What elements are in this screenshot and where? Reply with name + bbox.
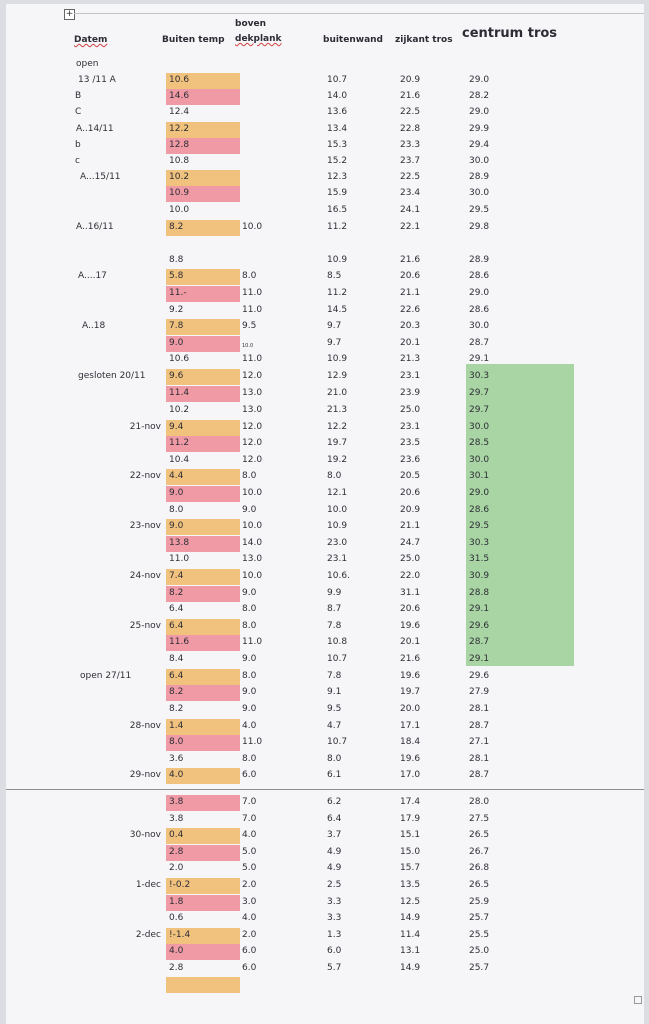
cell-zijkant-tros: 20.1 (400, 338, 421, 348)
cell-buitenwand: 10.7 (327, 737, 348, 747)
cell-centrum-tros: 30.9 (469, 571, 490, 581)
cell-boven-dekplank: 13.0 (242, 405, 263, 415)
cell-buitenwand: 13.4 (327, 124, 348, 134)
cell-zijkant-tros: 20.6 (400, 271, 421, 281)
cell-boven-dekplank: 11.0 (242, 737, 263, 747)
cell-centrum-tros: 29.7 (469, 405, 490, 415)
cell-boven-dekplank: 12.0 (242, 371, 263, 381)
cell-buiten-temp: 10.4 (169, 455, 190, 465)
row-label: A..14/11 (76, 124, 114, 134)
cell-centrum-tros: 29.6 (469, 621, 490, 631)
cell-centrum-tros: 30.0 (469, 455, 490, 465)
cell-centrum-tros: 25.7 (469, 913, 490, 923)
cell-centrum-tros: 29.5 (469, 205, 490, 215)
cell-zijkant-tros: 19.6 (400, 621, 421, 631)
cell-buiten-temp: 5.8 (169, 271, 184, 281)
cell-zijkant-tros: 23.1 (400, 371, 421, 381)
cell-centrum-tros: 29.1 (469, 604, 490, 614)
table-top-border (74, 13, 644, 14)
cell-buiten-temp: 2.8 (169, 847, 184, 857)
cell-buiten-temp: 8.0 (169, 737, 184, 747)
cell-buitenwand: 9.7 (327, 338, 342, 348)
row-label: 13 /11 A (78, 75, 116, 85)
cell-centrum-tros: 28.8 (469, 588, 490, 598)
cell-centrum-tros: 25.9 (469, 897, 490, 907)
cell-zijkant-tros: 12.5 (400, 897, 421, 907)
cell-boven-dekplank: 8.0 (242, 604, 257, 614)
cell-buitenwand: 1.3 (327, 930, 342, 940)
cell-buiten-temp: 6.4 (169, 671, 184, 681)
cell-centrum-tros: 29.1 (469, 654, 490, 664)
cell-buiten-temp: 2.8 (169, 963, 184, 973)
cell-boven-dekplank: 9.0 (242, 588, 257, 598)
cell-zijkant-tros: 23.6 (400, 455, 421, 465)
cell-boven-dekplank: 7.0 (242, 797, 257, 807)
cell-buitenwand: 14.0 (327, 91, 348, 101)
cell-boven-dekplank: 5.0 (242, 863, 257, 873)
cell-buitenwand: 12.3 (327, 172, 348, 182)
cell-buiten-temp: 10.9 (169, 188, 190, 198)
cell-centrum-tros: 29.5 (469, 521, 490, 531)
cell-buitenwand: 15.9 (327, 188, 348, 198)
section-divider (6, 789, 644, 790)
cell-boven-dekplank: 12.0 (242, 455, 263, 465)
cell-buiten-temp: 9.0 (169, 338, 184, 348)
cell-zijkant-tros: 20.9 (400, 75, 421, 85)
cell-boven-dekplank: 9.5 (242, 321, 257, 331)
cell-zijkant-tros: 21.6 (400, 91, 421, 101)
cell-centrum-tros: 30.0 (469, 422, 490, 432)
cell-boven-dekplank: 10.0 (242, 521, 263, 531)
cell-buitenwand: 8.5 (327, 271, 342, 281)
cell-boven-dekplank: 12.0 (242, 438, 263, 448)
cell-buitenwand: 10.9 (327, 354, 348, 364)
cell-buitenwand: 2.5 (327, 880, 342, 890)
cell-buitenwand: 10.0 (327, 505, 348, 515)
cell-buitenwand: 4.7 (327, 721, 342, 731)
cell-buiten-temp: 9.4 (169, 422, 184, 432)
cell-buitenwand: 9.9 (327, 588, 342, 598)
cell-buiten-temp: 10.8 (169, 156, 190, 166)
cell-centrum-tros: 26.5 (469, 880, 490, 890)
cell-centrum-tros: 29.1 (469, 354, 490, 364)
cell-centrum-tros: 27.1 (469, 737, 490, 747)
row-label: 22-nov (129, 471, 161, 481)
cell-centrum-tros: 27.9 (469, 687, 490, 697)
highlight-buiten-temp (166, 977, 240, 993)
cell-zijkant-tros: 21.6 (400, 654, 421, 664)
cell-buiten-temp: 9.6 (169, 371, 184, 381)
cell-buitenwand: 13.6 (327, 107, 348, 117)
cell-buitenwand: 23.1 (327, 554, 348, 564)
cell-centrum-tros: 30.3 (469, 538, 490, 548)
cell-buitenwand: 7.8 (327, 671, 342, 681)
row-label: 2-dec (135, 930, 161, 940)
cell-buitenwand: 9.5 (327, 704, 342, 714)
cell-zijkant-tros: 20.6 (400, 604, 421, 614)
cell-centrum-tros: 28.2 (469, 91, 490, 101)
cell-buitenwand: 12.2 (327, 422, 348, 432)
cell-zijkant-tros: 22.5 (400, 172, 421, 182)
row-label: A....17 (78, 271, 107, 281)
cell-buitenwand: 8.0 (327, 754, 342, 764)
cell-boven-dekplank: 8.0 (242, 471, 257, 481)
cell-boven-dekplank: 10.0 (242, 488, 263, 498)
cell-centrum-tros: 29.4 (469, 140, 490, 150)
cell-buitenwand: 14.5 (327, 305, 348, 315)
cell-zijkant-tros: 14.9 (400, 963, 421, 973)
cell-centrum-tros: 29.0 (469, 488, 490, 498)
row-label: 25-nov (129, 621, 161, 631)
cell-zijkant-tros: 15.0 (400, 847, 421, 857)
cell-buitenwand: 4.9 (327, 863, 342, 873)
cell-boven-dekplank: 13.0 (242, 388, 263, 398)
header-zijkant-tros: zijkant tros (395, 35, 453, 45)
cell-buitenwand: 8.7 (327, 604, 342, 614)
cell-zijkant-tros: 11.4 (400, 930, 421, 940)
cell-zijkant-tros: 24.7 (400, 538, 421, 548)
cell-centrum-tros: 29.7 (469, 388, 490, 398)
cell-zijkant-tros: 17.1 (400, 721, 421, 731)
cell-zijkant-tros: 15.7 (400, 863, 421, 873)
cell-zijkant-tros: 13.5 (400, 880, 421, 890)
cell-zijkant-tros: 22.5 (400, 107, 421, 117)
cell-buiten-temp: 10.2 (169, 172, 190, 182)
cell-zijkant-tros: 21.3 (400, 354, 421, 364)
row-label: open 27/11 (80, 671, 132, 681)
cell-buiten-temp: 8.2 (169, 687, 184, 697)
cell-zijkant-tros: 25.0 (400, 405, 421, 415)
cell-centrum-tros: 27.5 (469, 814, 490, 824)
cell-buiten-temp: 14.6 (169, 91, 190, 101)
cell-centrum-tros: 28.6 (469, 271, 490, 281)
cell-zijkant-tros: 23.7 (400, 156, 421, 166)
cell-buiten-temp: 0.6 (169, 913, 184, 923)
cell-buitenwand: 12.1 (327, 488, 348, 498)
cell-buitenwand: 21.3 (327, 405, 348, 415)
table-move-handle-icon[interactable]: + (65, 9, 74, 19)
cell-centrum-tros: 25.7 (469, 963, 490, 973)
cell-centrum-tros: 30.1 (469, 471, 490, 481)
cell-zijkant-tros: 22.1 (400, 222, 421, 232)
cell-buitenwand: 15.2 (327, 156, 348, 166)
cell-boven-dekplank: 7.0 (242, 814, 257, 824)
cell-buiten-temp: 3.8 (169, 797, 184, 807)
cell-buiten-temp: 4.4 (169, 471, 184, 481)
cell-boven-dekplank: 6.0 (242, 946, 257, 956)
row-label: A..16/11 (76, 222, 114, 232)
cell-centrum-tros: 26.8 (469, 863, 490, 873)
cell-zijkant-tros: 15.1 (400, 830, 421, 840)
row-label: b (75, 140, 81, 150)
cell-boven-dekplank: 2.0 (242, 880, 257, 890)
cell-buitenwand: 10.9 (327, 521, 348, 531)
cell-boven-dekplank: 9.0 (242, 704, 257, 714)
cell-buiten-temp: 9.0 (169, 521, 184, 531)
cell-buitenwand: 6.2 (327, 797, 342, 807)
cell-boven-dekplank: 2.0 (242, 930, 257, 940)
cell-buitenwand: 12.9 (327, 371, 348, 381)
cell-buitenwand: 3.3 (327, 897, 342, 907)
cell-buitenwand: 10.9 (327, 255, 348, 265)
cell-boven-dekplank: 6.0 (242, 770, 257, 780)
cell-buitenwand: 16.5 (327, 205, 348, 215)
row-label: 1-dec (135, 880, 161, 890)
cell-boven-dekplank: 4.0 (242, 913, 257, 923)
cell-boven-dekplank: 10.0 (242, 571, 263, 581)
cell-centrum-tros: 28.7 (469, 770, 490, 780)
cell-buiten-temp: 0.4 (169, 830, 184, 840)
cell-centrum-tros: 28.6 (469, 305, 490, 315)
cell-buiten-temp: 6.4 (169, 604, 184, 614)
cell-buiten-temp: 11.- (169, 288, 187, 298)
cell-centrum-tros: 28.9 (469, 172, 490, 182)
cell-zijkant-tros: 19.6 (400, 754, 421, 764)
cell-zijkant-tros: 31.1 (400, 588, 421, 598)
cell-centrum-tros: 31.5 (469, 554, 490, 564)
cell-zijkant-tros: 19.6 (400, 671, 421, 681)
row-label: gesloten 20/11 (78, 371, 146, 381)
cell-boven-dekplank: 3.0 (242, 897, 257, 907)
cell-zijkant-tros: 23.1 (400, 422, 421, 432)
header-buitenwand: buitenwand (323, 35, 383, 45)
cell-boven-dekplank: 5.0 (242, 847, 257, 857)
cell-buiten-temp: 11.4 (169, 388, 190, 398)
cell-zijkant-tros: 23.3 (400, 140, 421, 150)
cell-boven-dekplank: 9.0 (242, 687, 257, 697)
cell-centrum-tros: 29.9 (469, 124, 490, 134)
cell-buitenwand: 19.2 (327, 455, 348, 465)
cell-zijkant-tros: 20.1 (400, 637, 421, 647)
cell-buitenwand: 6.0 (327, 946, 342, 956)
row-label: 24-nov (129, 571, 161, 581)
cell-boven-dekplank: 11.0 (242, 637, 263, 647)
cell-centrum-tros: 26.5 (469, 830, 490, 840)
cell-centrum-tros: 29.6 (469, 671, 490, 681)
cell-boven-dekplank: 11.0 (242, 288, 263, 298)
cell-boven-dekplank: 8.0 (242, 621, 257, 631)
cell-buiten-temp: 1.4 (169, 721, 184, 731)
cell-centrum-tros: 28.5 (469, 438, 490, 448)
cell-buiten-temp: 3.8 (169, 814, 184, 824)
cell-zijkant-tros: 19.7 (400, 687, 421, 697)
cell-zijkant-tros: 17.4 (400, 797, 421, 807)
cell-buiten-temp: 2.0 (169, 863, 184, 873)
cell-zijkant-tros: 22.8 (400, 124, 421, 134)
row-label: c (75, 156, 80, 166)
row-label: 30-nov (129, 830, 161, 840)
cell-boven-dekplank: 10.0 (242, 222, 263, 232)
cell-zijkant-tros: 17.9 (400, 814, 421, 824)
cell-buitenwand: 6.4 (327, 814, 342, 824)
cell-buitenwand: 11.2 (327, 288, 348, 298)
cell-zijkant-tros: 14.9 (400, 913, 421, 923)
cell-zijkant-tros: 23.4 (400, 188, 421, 198)
cell-zijkant-tros: 23.9 (400, 388, 421, 398)
cell-zijkant-tros: 20.3 (400, 321, 421, 331)
cell-centrum-tros: 30.0 (469, 156, 490, 166)
cell-centrum-tros: 30.0 (469, 188, 490, 198)
cell-buitenwand: 10.8 (327, 637, 348, 647)
cell-zijkant-tros: 23.5 (400, 438, 421, 448)
row-label: 23-nov (129, 521, 161, 531)
cell-buiten-temp: 10.6 (169, 75, 190, 85)
cell-buiten-temp: !-0.2 (169, 880, 191, 890)
cell-buitenwand: 11.2 (327, 222, 348, 232)
row-label: 21-nov (129, 422, 161, 432)
cell-buitenwand: 15.3 (327, 140, 348, 150)
cell-buiten-temp: 12.8 (169, 140, 190, 150)
cell-buiten-temp: 7.8 (169, 321, 184, 331)
cell-boven-dekplank: 4.0 (242, 830, 257, 840)
cell-buitenwand: 3.7 (327, 830, 342, 840)
cell-boven-dekplank: 6.0 (242, 963, 257, 973)
cell-centrum-tros: 29.0 (469, 75, 490, 85)
cell-buitenwand: 21.0 (327, 388, 348, 398)
cell-buiten-temp: 8.4 (169, 654, 184, 664)
cell-buiten-temp: 13.8 (169, 538, 190, 548)
cell-boven-dekplank: 13.0 (242, 554, 263, 564)
cell-zijkant-tros: 25.0 (400, 554, 421, 564)
cell-zijkant-tros: 21.6 (400, 255, 421, 265)
cell-boven-dekplank: 10.0 (242, 343, 254, 349)
header-centrum-tros: centrum tros (462, 26, 558, 41)
cell-centrum-tros: 28.1 (469, 704, 490, 714)
cell-centrum-tros: 29.0 (469, 107, 490, 117)
row-label: C (75, 107, 82, 117)
row-label: 28-nov (129, 721, 161, 731)
cell-zijkant-tros: 20.6 (400, 488, 421, 498)
cell-buiten-temp: 8.2 (169, 704, 184, 714)
cell-buiten-temp: 10.0 (169, 205, 190, 215)
cell-centrum-tros: 28.6 (469, 505, 490, 515)
cell-centrum-tros: 28.1 (469, 754, 490, 764)
cell-buiten-temp: 10.6 (169, 354, 190, 364)
cell-buiten-temp: 11.0 (169, 554, 190, 564)
cell-centrum-tros: 25.0 (469, 946, 490, 956)
cell-buiten-temp: 4.0 (169, 770, 184, 780)
cell-boven-dekplank: 4.0 (242, 721, 257, 731)
resize-handle-icon[interactable] (634, 996, 642, 1004)
cell-buiten-temp: 9.0 (169, 488, 184, 498)
cell-centrum-tros: 29.0 (469, 288, 490, 298)
cell-buitenwand: 4.9 (327, 847, 342, 857)
cell-buitenwand: 5.7 (327, 963, 342, 973)
cell-zijkant-tros: 13.1 (400, 946, 421, 956)
cell-zijkant-tros: 21.1 (400, 521, 421, 531)
cell-buitenwand: 10.7 (327, 75, 348, 85)
header-boven: boven (235, 19, 267, 29)
cell-buitenwand: 23.0 (327, 538, 348, 548)
cell-centrum-tros: 28.0 (469, 797, 490, 807)
cell-buiten-temp: 11.6 (169, 637, 190, 647)
row-label: 29-nov (129, 770, 161, 780)
header-datum: Datem (74, 35, 108, 45)
cell-boven-dekplank: 11.0 (242, 354, 263, 364)
cell-buiten-temp: 10.2 (169, 405, 190, 415)
cell-buitenwand: 3.3 (327, 913, 342, 923)
cell-centrum-tros: 28.7 (469, 338, 490, 348)
cell-boven-dekplank: 9.0 (242, 654, 257, 664)
cell-buiten-temp: 8.0 (169, 505, 184, 515)
cell-centrum-tros: 29.8 (469, 222, 490, 232)
cell-zijkant-tros: 20.5 (400, 471, 421, 481)
row-label: A..18 (82, 321, 106, 331)
cell-buitenwand: 19.7 (327, 438, 348, 448)
cell-zijkant-tros: 24.1 (400, 205, 421, 215)
cell-buiten-temp: !-1.4 (169, 930, 191, 940)
cell-buitenwand: 8.0 (327, 471, 342, 481)
cell-buiten-temp: 6.4 (169, 621, 184, 631)
cell-buitenwand: 6.1 (327, 770, 342, 780)
cell-centrum-tros: 30.3 (469, 371, 490, 381)
cell-buiten-temp: 8.8 (169, 255, 184, 265)
cell-buiten-temp: 8.2 (169, 222, 184, 232)
cell-buitenwand: 10.6. (327, 571, 350, 581)
cell-buiten-temp: 1.8 (169, 897, 184, 907)
header-buiten-temp: Buiten temp (162, 35, 225, 45)
cell-centrum-tros: 28.7 (469, 637, 490, 647)
cell-zijkant-tros: 18.4 (400, 737, 421, 747)
row-label: A...15/11 (80, 172, 121, 182)
cell-boven-dekplank: 14.0 (242, 538, 263, 548)
cell-centrum-tros: 26.7 (469, 847, 490, 857)
cell-centrum-tros: 28.9 (469, 255, 490, 265)
cell-buitenwand: 9.1 (327, 687, 342, 697)
cell-centrum-tros: 28.7 (469, 721, 490, 731)
cell-centrum-tros: 30.0 (469, 321, 490, 331)
cell-boven-dekplank: 8.0 (242, 671, 257, 681)
cell-zijkant-tros: 17.0 (400, 770, 421, 780)
cell-zijkant-tros: 22.6 (400, 305, 421, 315)
cell-boven-dekplank: 11.0 (242, 305, 263, 315)
cell-buiten-temp: 8.2 (169, 588, 184, 598)
cell-buiten-temp: 12.4 (169, 107, 190, 117)
cell-buitenwand: 9.7 (327, 321, 342, 331)
cell-boven-dekplank: 9.0 (242, 505, 257, 515)
cell-boven-dekplank: 12.0 (242, 422, 263, 432)
row-label: open (76, 59, 99, 69)
cell-buiten-temp: 12.2 (169, 124, 190, 134)
cell-buitenwand: 7.8 (327, 621, 342, 631)
cell-zijkant-tros: 20.0 (400, 704, 421, 714)
cell-zijkant-tros: 20.9 (400, 505, 421, 515)
cell-buiten-temp: 7.4 (169, 571, 184, 581)
cell-boven-dekplank: 8.0 (242, 271, 257, 281)
cell-buiten-temp: 4.0 (169, 946, 184, 956)
row-label: B (75, 91, 82, 101)
cell-buiten-temp: 9.2 (169, 305, 184, 315)
cell-buiten-temp: 11.2 (169, 438, 190, 448)
header-dekplank: dekplank (235, 34, 282, 44)
cell-boven-dekplank: 8.0 (242, 754, 257, 764)
cell-buiten-temp: 3.6 (169, 754, 184, 764)
cell-zijkant-tros: 21.1 (400, 288, 421, 298)
document-page (6, 4, 644, 1024)
cell-zijkant-tros: 22.0 (400, 571, 421, 581)
cell-centrum-tros: 25.5 (469, 930, 490, 940)
cell-buitenwand: 10.7 (327, 654, 348, 664)
